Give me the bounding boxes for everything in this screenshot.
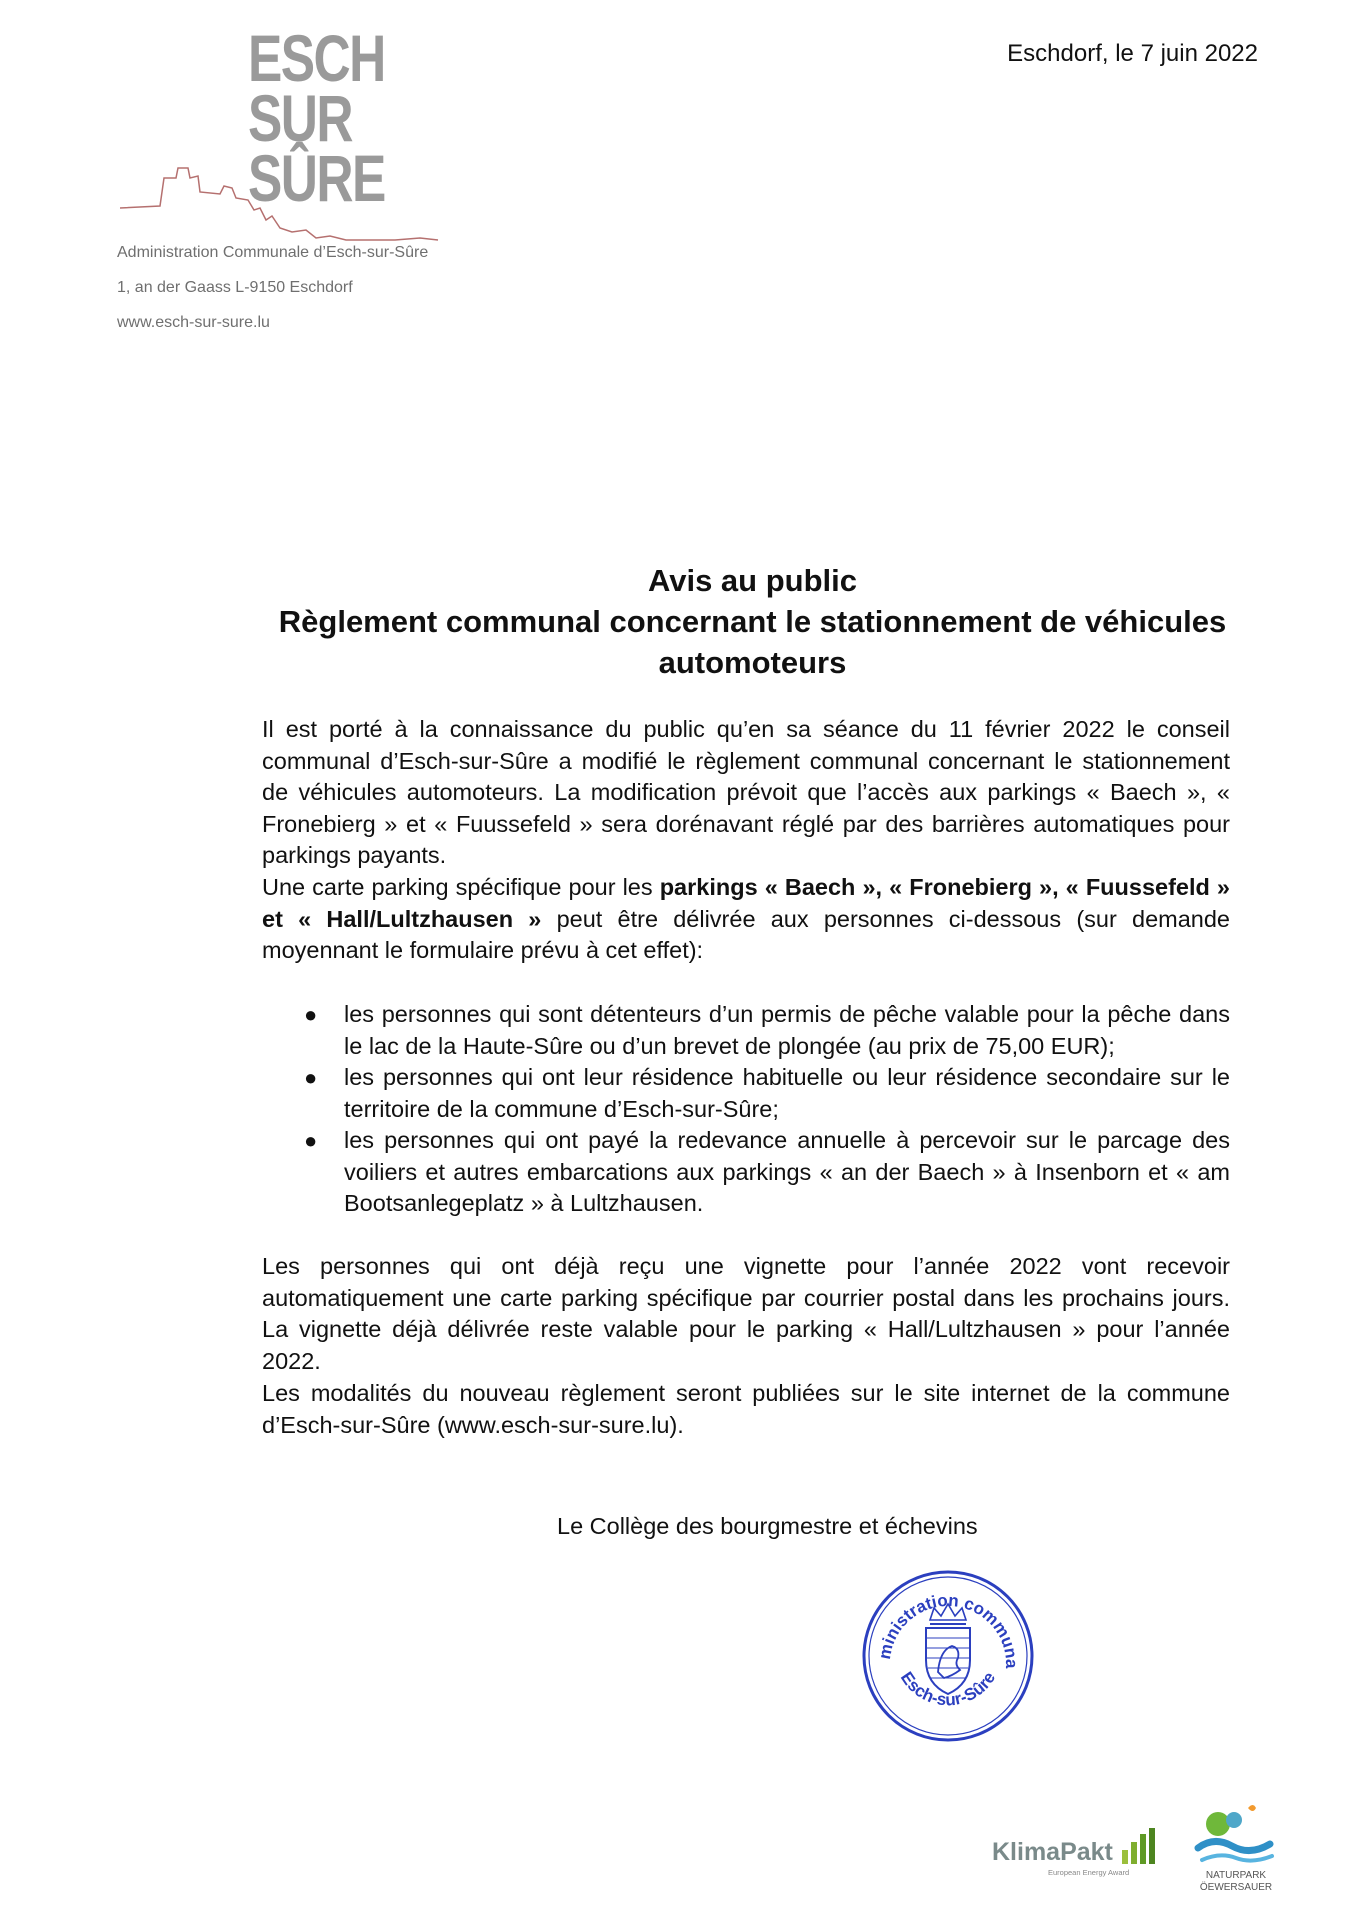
- address-line-name: Administration Communale d’Esch-sur-Sûre: [117, 244, 429, 261]
- municipality-logo: [120, 21, 440, 238]
- address-line-street: 1, an der Gaass L-9150 Eschdorf: [117, 279, 353, 296]
- eligibility-list: [262, 999, 1230, 1220]
- naturpark-logo: [1190, 1802, 1282, 1894]
- list-item-text: les personnes qui ont leur résidence habituelle ou leur résidence secondaire sur le territoire de la commune d’Esch-sur-Sûre;: [344, 1064, 1230, 1122]
- svg-text:Administration communale: [860, 1568, 1021, 1669]
- paragraph-2-rest: peut être délivrée aux personnes ci-dessous (sur demande moyennant le formulaire prévu à cet effet):: [262, 905, 1230, 963]
- naturpark-text-1: NATURPARK: [1205, 1870, 1267, 1881]
- paragraph-4: Les modalités du nouveau règlement seront publiées sur le site internet de la commune d’Esch-sur-Sûre (www.esch-sur-sure.lu).: [262, 1380, 1230, 1438]
- paragraph-1: Il est porté à la connaissance du public qu’en sa séance du 11 février 2022 le conseil communal d’Esch-sur-Sûre a modifié le règlement communal concernant le stationnement de véhicules automoteurs. La modification prévoit que l’accès aux parkings « Baech », « Fronebierg » et « Fuussefeld » sera dorénavant réglé par des barrières automatiques pour parkings payants.: [262, 716, 1230, 868]
- paragraph-3: Les personnes qui ont déjà reçu une vignette pour l’année 2022 vont recevoir automatiquement une carte parking spécifique par courrier postal dans les prochains jours. La vignette déjà délivrée reste valable pour le parking « Hall/Lultzhausen » pour l’année 2022.: [262, 1253, 1230, 1374]
- list-item-text: les personnes qui sont détenteurs d’un permis de pêche valable pour la pêche dans le lac de la Haute-Sûre ou d’un brevet de plongée (au prix de 75,00 EUR);: [344, 1001, 1230, 1059]
- title-line-1: Avis au public: [647, 563, 857, 598]
- logo-word-sur: SUR: [248, 81, 353, 155]
- bullet-icon: ●: [304, 1128, 318, 1153]
- list-item-text: les personnes qui ont payé la redevance annuelle à percevoir sur le parcage des voiliers et autres embarcations aux parkings « an der Baech » à Insenborn et « am Bootsanlegeplatz » à Lultzhausen.: [344, 1127, 1230, 1216]
- list-item: [262, 1125, 1230, 1220]
- address-line-website: www.esch-sur-sure.lu: [117, 314, 270, 331]
- klimapakt-logo: [992, 1828, 1160, 1882]
- bullet-icon: ●: [304, 1002, 318, 1027]
- klimapakt-text: KlimaPakt: [992, 1838, 1113, 1866]
- klimapakt-subtitle: European Energy Award: [1048, 1868, 1130, 1877]
- paragraph-2-parkings: parkings « Baech », « Fronebierg », « Fuussefeld » et « Hall/Lultzhausen »: [262, 874, 1230, 932]
- signoff: Le Collège des bourgmestre et échevins: [557, 1513, 978, 1539]
- logo-word-sure: SÛRE: [248, 141, 385, 215]
- official-stamp: [860, 1568, 1036, 1744]
- title-line-3: automoteurs: [658, 645, 847, 680]
- castle-skyline-icon: [120, 141, 440, 248]
- stamp-text-top: ministration communa: [874, 1590, 1022, 1669]
- list-item: [262, 999, 1230, 1062]
- logo-word-esch: ESCH: [248, 21, 385, 95]
- list-item: [262, 1062, 1230, 1125]
- notice-title: [200, 560, 1305, 683]
- naturpark-text-2: ÖEWERSAUER: [1199, 1882, 1273, 1893]
- paragraph-2: [262, 872, 1230, 967]
- paragraph-2-intro: Une carte parking spécifique pour les: [262, 874, 660, 900]
- bullet-icon: ●: [304, 1065, 318, 1090]
- title-line-2: Règlement communal concernant le stationnement de véhicules: [278, 604, 1227, 639]
- stamp-text-bottom: Esch-sur-Sûre: [896, 1668, 1000, 1710]
- stamp-seal-icon: [860, 1568, 1036, 1744]
- svg-text:Esch-sur-Sûre: [897, 1668, 999, 1709]
- letter-date: Eschdorf, le 7 juin 2022: [1007, 40, 1258, 67]
